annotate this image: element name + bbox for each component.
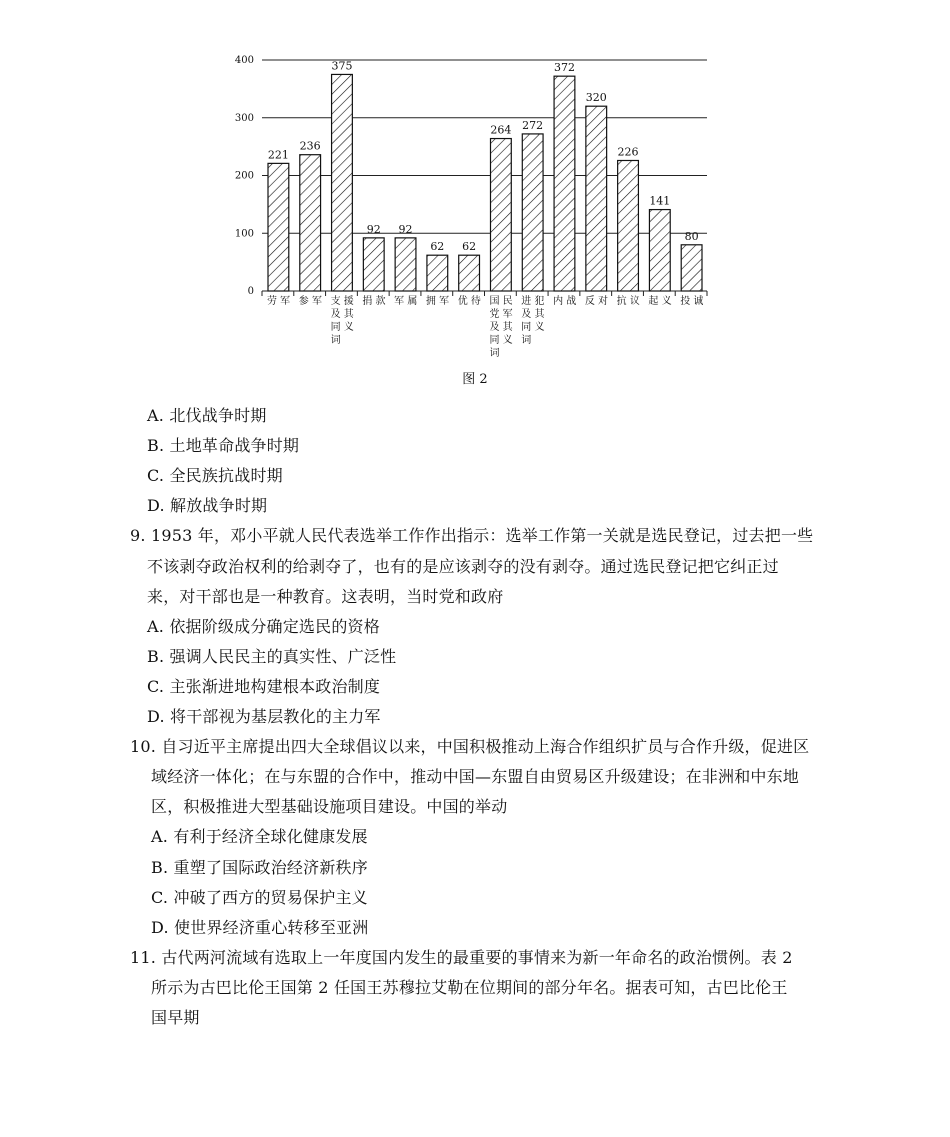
x-tick-label: 拥 军 xyxy=(425,296,450,307)
x-tick-label: 军 属 xyxy=(394,296,418,307)
bar xyxy=(586,106,607,291)
q9-option[interactable]: B. 强调人民民主的真实性、广泛性 xyxy=(147,646,397,666)
bar-value-label: 226 xyxy=(617,145,639,159)
x-tick-label: 进 犯及 其同 义词 xyxy=(521,296,545,346)
bar-value-label: 236 xyxy=(299,139,321,153)
bar xyxy=(300,155,321,291)
q11-stem-line: 国早期 xyxy=(151,1008,200,1027)
x-tick-label: 抗 议 xyxy=(616,296,640,307)
bar-value-label: 320 xyxy=(585,91,607,105)
y-tick-label: 300 xyxy=(234,112,254,124)
bar xyxy=(427,255,448,291)
bar-value-label: 272 xyxy=(522,118,544,132)
q9-option[interactable]: A. 依据阶级成分确定选民的资格 xyxy=(147,616,380,636)
bar-value-label: 80 xyxy=(684,229,699,243)
q11-stem-line: 所示为古巴比伦王国第 2 任国王苏穆拉艾勒在位期间的部分年名。据表可知，古巴比伦王 xyxy=(151,977,788,997)
x-tick-label: 国 民党 军及 其同 义词 xyxy=(489,296,513,359)
x-tick-label: 参 军 xyxy=(298,296,322,307)
q9-stem-line: 来，对干部也是一种教育。这表明，当时党和政府 xyxy=(147,586,504,606)
q9-stem-line: 9. 1953 年，邓小平就人民代表选举工作作出指示：选举工作第一关就是选民登记，过去把一些 xyxy=(130,526,814,546)
bar-value-label: 372 xyxy=(553,61,575,75)
bar-value-label: 62 xyxy=(462,240,477,254)
bar-value-label: 221 xyxy=(267,148,289,162)
bar xyxy=(491,139,512,291)
q11-stem-line: 11. 古代两河流域有选取上一年度国内发生的最重要的事情来为新一年命名的政治惯例。表 2 xyxy=(130,947,793,967)
y-tick-label: 100 xyxy=(234,228,254,240)
bar xyxy=(268,163,289,291)
x-tick-label: 劳 军 xyxy=(267,296,291,307)
bar xyxy=(554,76,575,291)
q8-option[interactable]: A. 北伐战争时期 xyxy=(147,406,267,425)
x-tick-label: 捐 款 xyxy=(362,296,386,307)
bar xyxy=(618,160,639,291)
y-tick-label: 200 xyxy=(234,170,254,182)
bar xyxy=(681,245,702,291)
q10-stem-line: 区，积极推进大型基础设施项目建设。中国的举动 xyxy=(151,797,508,817)
x-tick-label: 起 义 xyxy=(648,296,672,307)
q9-stem-line: 不该剥夺政治权利的给剥夺了，也有的是应该剥夺的没有剥夺。通过选民登记把它纠正过 xyxy=(147,556,779,576)
bar xyxy=(649,210,670,291)
x-tick-label: 内 战 xyxy=(553,296,577,307)
q10-option[interactable]: B. 重塑了国际政治经济新秩序 xyxy=(151,857,368,877)
x-tick-label: 优 待 xyxy=(457,296,481,307)
bar-value-label: 141 xyxy=(649,194,671,208)
figure-caption: 图 2 xyxy=(462,372,488,387)
q10-stem-line: 10. 自习近平主席提出四大全球倡议以来，中国积极推动上海合作组织扩员与合作升级，促进区 xyxy=(130,737,810,757)
q9-option[interactable]: C. 主张渐进地构建根本政治制度 xyxy=(147,676,381,696)
q9-option[interactable]: D. 将干部视为基层教化的主力军 xyxy=(147,707,381,726)
bar xyxy=(332,74,353,291)
q10-stem-line: 域经济一体化；在与东盟的合作中，推动中国—东盟自由贸易区升级建设；在非洲和中东地 xyxy=(151,767,800,787)
bar xyxy=(459,255,480,291)
bar-value-label: 92 xyxy=(398,222,413,236)
bar-value-label: 62 xyxy=(430,240,445,254)
bar xyxy=(363,238,384,291)
q10-option[interactable]: A. 有利于经济全球化健康发展 xyxy=(151,827,368,847)
bar-chart xyxy=(0,0,950,370)
x-tick-label: 反 对 xyxy=(584,296,609,307)
q8-option[interactable]: D. 解放战争时期 xyxy=(147,496,268,516)
bar-value-label: 375 xyxy=(331,59,353,73)
bar xyxy=(395,238,416,291)
y-tick-label: 400 xyxy=(234,55,254,66)
bar xyxy=(522,134,543,291)
bar-value-label: 92 xyxy=(366,222,381,236)
q10-option[interactable]: D. 使世界经济重心转移至亚洲 xyxy=(151,917,369,937)
x-tick-label: 投 诚 xyxy=(680,296,704,307)
q8-option[interactable]: C. 全民族抗战时期 xyxy=(147,466,283,486)
bar-value-label: 264 xyxy=(490,123,512,137)
q10-option[interactable]: C. 冲破了西方的贸易保护主义 xyxy=(151,887,368,907)
x-tick-label: 支 援及 其同 义词 xyxy=(330,296,354,346)
y-tick-label: 0 xyxy=(247,286,254,297)
q8-option[interactable]: B. 土地革命战争时期 xyxy=(147,436,300,456)
